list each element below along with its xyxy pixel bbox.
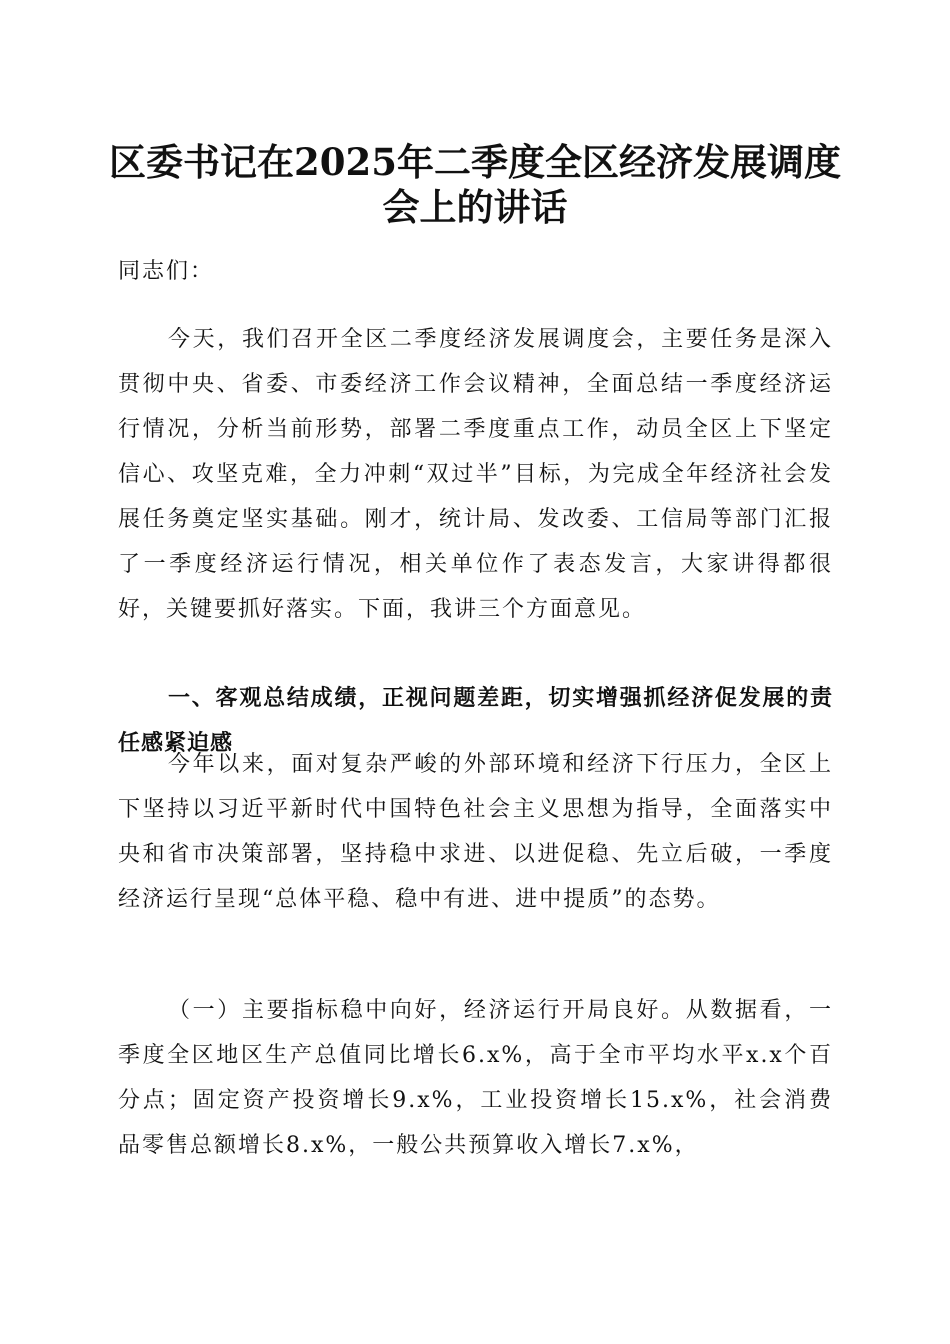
subsection-body: 从数据看，一季度全区地区生产总值同比增长6.x%，高于全市平均水平x.x个百分点；固定资产投资增长9.x%，工业投资增长15.x%，社会消费品零售总额增长8.x%，一般公共预算收入增长7.x%， [118,998,833,1158]
salutation: 同志们： [118,259,215,284]
document-title-line-2: 会上的讲话 [382,185,568,229]
subsection-paragraph [118,988,833,1168]
document-title-line-1: 区委书记在2025年二季度全区经济发展调度 [109,140,841,184]
section-1-paragraph: 今年以来，面对复杂严峻的外部环境和经济下行压力，全区上下坚持以习近平新时代中国特色社会主义思想为指导，全面落实中央和省市决策部署，坚持稳中求进、以进促稳、先立后破，一季度经济运行呈现“总体平稳、稳中有进、进中提质”的态势。 [118,752,833,912]
subsection-heading-1: （一）主要指标稳中向好，经济运行开局良好。 [168,998,686,1023]
opening-paragraph: 今天，我们召开全区二季度经济发展调度会，主要任务是深入贯彻中央、省委、市委经济工作会议精神，全面总结一季度经济运行情况，分析当前形势，部署二季度重点工作，动员全区上下坚定信心、攻坚克难，全力冲刺“双过半”目标，为完成全年经济社会发展任务奠定坚实基础。刚才，统计局、发改委、工信局等部门汇报了一季度经济运行情况，相关单位作了表态发言，大家讲得都很好，关键要抓好落实。下面，我讲三个方面意见。 [118,327,833,622]
section-heading-1: 一、客观总结成绩，正视问题差距，切实增强抓经济促发展的责任感紧迫感 [118,686,833,756]
